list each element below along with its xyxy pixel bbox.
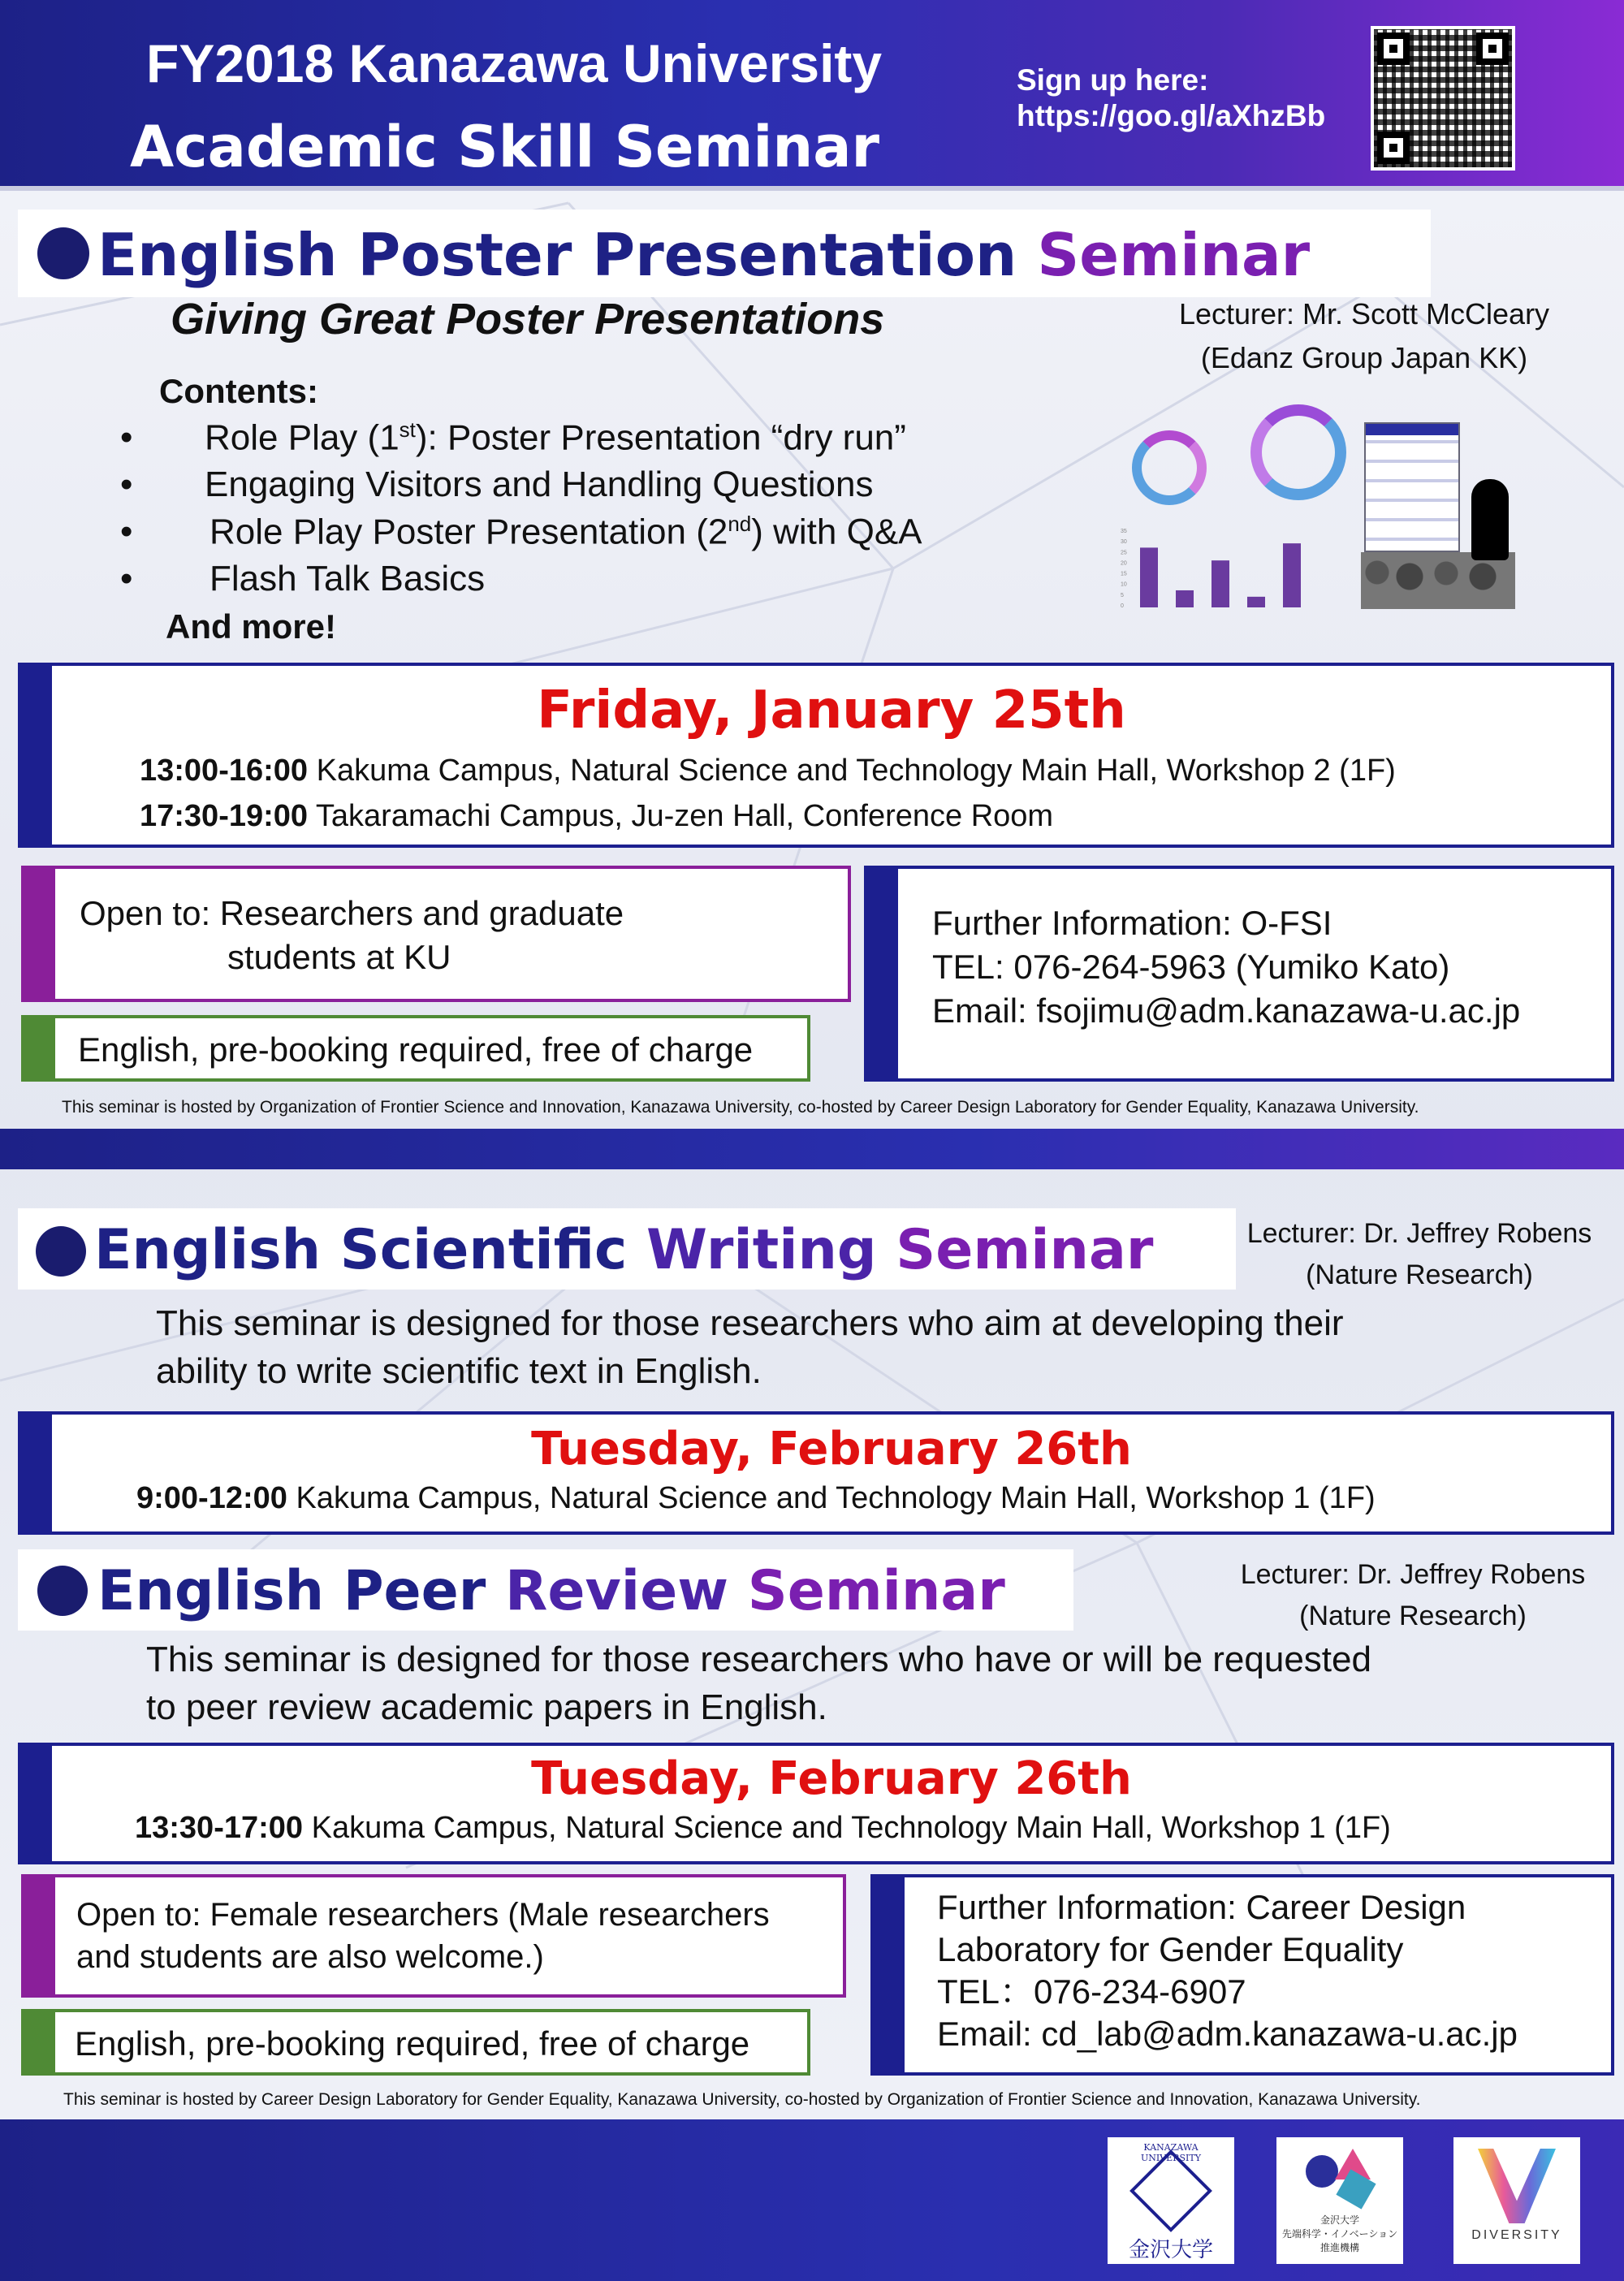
writing-date-box — [18, 1411, 1614, 1535]
contents-list — [120, 417, 1098, 606]
mini-chart-tick: 30 — [1121, 539, 1127, 546]
poster-date: Friday, January 25th — [537, 680, 1126, 741]
poster-session-1: 13:00-16:00 Kakuma Campus, Natural Science and Technology Main Hall, Workshop 2 (1F) — [140, 754, 1396, 788]
peer-info-line2: Laboratory for Gender Equality — [937, 1930, 1404, 1968]
list-bullet: • — [120, 559, 133, 598]
poster-date-box — [18, 663, 1614, 848]
and-more-label: And more! — [166, 607, 336, 646]
poster-info-line1: Further Information: O-FSI — [932, 904, 1332, 942]
donut-chart-icon — [1250, 404, 1346, 500]
peer-open-to-line1: Open to: Female researchers (Male researchers — [76, 1897, 770, 1933]
poster-terms-box — [21, 1015, 810, 1082]
peer-info-email[interactable]: Email: cd_lab@adm.kanazawa-u.ac.jp — [937, 2015, 1518, 2053]
peer-session: 13:30-17:00 Kakuma Campus, Natural Science and Technology Main Hall, Workshop 1 (1F) — [135, 1811, 1391, 1845]
peer-info-box — [870, 1874, 1614, 2076]
list-item: • Flash Talk Basics — [120, 559, 486, 598]
list-item: • Role Play Poster Presentation (2nd) with Q&A — [120, 512, 922, 552]
peer-lecturer — [1210, 1554, 1616, 1637]
poster-info-box — [864, 866, 1614, 1082]
signup-url[interactable]: https://goo.gl/aXhzBb — [1017, 99, 1326, 132]
writing-description — [156, 1299, 1344, 1395]
peer-open-to-line2: and students are also welcome.) — [76, 1939, 544, 1975]
mini-chart-tick: 15 — [1121, 571, 1127, 577]
writing-lecturer — [1218, 1213, 1621, 1296]
logo3-label: DIVERSITY — [1471, 2228, 1562, 2242]
mini-chart-bar — [1140, 547, 1158, 607]
section-divider — [0, 1129, 1624, 1169]
mini-chart-tick: 35 — [1121, 529, 1127, 534]
mini-chart-tick: 5 — [1121, 592, 1124, 598]
list-item: • Role Play (1st): Poster Presentation “dry run” — [120, 417, 906, 458]
presenter-silhouette-icon — [1471, 479, 1509, 560]
kanazawa-university-logo — [1108, 2137, 1234, 2264]
poster-info-email[interactable]: Email: fsojimu@adm.kanazawa-u.ac.jp — [932, 991, 1521, 1030]
poster-lecturer-affiliation: (Edanz Group Japan KK) — [1200, 341, 1528, 374]
peer-seminar-title-bar — [18, 1549, 1073, 1631]
donut-chart-icon — [1132, 430, 1207, 505]
ofsi-logo — [1276, 2137, 1403, 2264]
peer-host-note: This seminar is hosted by Career Design Laboratory for Gender Equality, Kanazawa University, co-hosted by Organization of Frontier Science and Innovation, Kanazawa University. — [63, 2090, 1421, 2109]
peer-description-line2: to peer review academic papers in English. — [146, 1687, 827, 1727]
peer-date: Tuesday, February 26th — [531, 1752, 1132, 1805]
mini-chart-tick: 20 — [1121, 560, 1127, 567]
diversity-logo — [1453, 2137, 1580, 2264]
qr-code-icon[interactable] — [1371, 26, 1515, 171]
poster-seminar-subtitle: Giving Great Poster Presentations — [171, 295, 885, 343]
peer-info-line1: Further Information: Career Design — [937, 1888, 1466, 1926]
mini-chart-bar — [1212, 560, 1229, 607]
poster-seminar-title: English Poster Presentation Seminar — [97, 221, 1311, 289]
mini-chart-tick: 25 — [1121, 550, 1127, 556]
poster-session-2: 17:30-19:00 Takaramachi Campus, Ju-zen Hall, Conference Room — [140, 799, 1054, 833]
poster-terms: English, pre-booking required, free of charge — [78, 1030, 754, 1069]
infographic-illustration — [1121, 398, 1608, 617]
list-bullet: • — [120, 464, 133, 504]
mini-chart-bar — [1176, 590, 1194, 607]
peer-description — [146, 1635, 1371, 1731]
bullet-dot-icon — [36, 1226, 86, 1277]
peer-description-line1: This seminar is designed for those researchers who have or will be requested — [146, 1639, 1371, 1679]
ofsi-circle-icon — [1306, 2155, 1338, 2188]
poster-open-to-line2: students at KU — [227, 938, 451, 976]
header-banner — [0, 0, 1624, 191]
poster-open-to-box — [21, 866, 851, 1002]
peer-lecturer-affiliation: (Nature Research) — [1299, 1601, 1527, 1631]
poster-host-note: This seminar is hosted by Organization of Frontier Science and Innovation, Kanazawa University, co-hosted by Career Design Laboratory for Gender Equality, Kanazawa University. — [62, 1098, 1419, 1117]
mini-chart-bar — [1247, 597, 1265, 607]
list-bullet: • — [120, 512, 133, 551]
writing-lecturer-affiliation: (Nature Research) — [1306, 1259, 1533, 1290]
writing-description-line1: This seminar is designed for those researchers who aim at developing their — [156, 1303, 1344, 1343]
poster-info-tel: TEL: 076-264-5963 (Yumiko Kato) — [932, 948, 1450, 986]
mini-chart-tick: 10 — [1121, 581, 1127, 588]
contents-label: Contents: — [159, 372, 318, 410]
logo1-kanji: 金沢大学 — [1128, 2238, 1213, 2262]
header-title-line2: Academic Skill Seminar — [130, 114, 880, 180]
writing-date: Tuesday, February 26th — [531, 1423, 1132, 1475]
mini-chart-tick: 0 — [1121, 603, 1124, 609]
peer-info-tel: TEL：076-234-6907 — [937, 1972, 1246, 2011]
logo2-text: 金沢大学 先端科学・イノベーション 推進機構 — [1281, 2214, 1398, 2253]
peer-seminar-title: English Peer Review Seminar — [97, 1559, 1005, 1623]
logo1-ring-text: KANAZAWA UNIVERSITY — [1141, 2142, 1201, 2163]
poster-thumbnail-icon — [1364, 422, 1460, 552]
bullet-dot-icon — [37, 227, 89, 279]
bullet-dot-icon — [37, 1566, 88, 1616]
header-title-line1: FY2018 Kanazawa University — [146, 33, 883, 93]
poster-seminar-title-bar — [18, 210, 1431, 297]
poster-open-to-line1: Open to: Researchers and graduate — [80, 894, 624, 932]
list-bullet: • — [120, 417, 133, 457]
writing-session: 9:00-12:00 Kakuma Campus, Natural Science and Technology Main Hall, Workshop 1 (1F) — [136, 1481, 1376, 1515]
diversity-v-icon — [1478, 2149, 1556, 2223]
peer-lecturer-name: Lecturer: Dr. Jeffrey Robens — [1240, 1559, 1586, 1590]
peer-terms-box — [21, 2009, 810, 2076]
peer-open-to-box — [21, 1874, 846, 1998]
poster-lecturer — [1121, 292, 1608, 380]
list-item: • Engaging Visitors and Handling Questions — [120, 464, 874, 504]
poster-lecturer-name: Lecturer: Mr. Scott McCleary — [1178, 297, 1550, 330]
signup-label: Sign up here: — [1017, 63, 1209, 97]
peer-terms: English, pre-booking required, free of charge — [75, 2024, 750, 2063]
writing-seminar-title-bar — [18, 1208, 1236, 1290]
writing-lecturer-name: Lecturer: Dr. Jeffrey Robens — [1246, 1218, 1592, 1249]
mini-bar-chart — [1121, 526, 1315, 617]
audience-silhouette-icon — [1361, 552, 1515, 609]
writing-description-line2: ability to write scientific text in English. — [156, 1351, 762, 1391]
mini-chart-bar — [1283, 543, 1301, 607]
peer-date-box — [18, 1743, 1614, 1864]
writing-seminar-title: English Scientific Writing Seminar — [94, 1218, 1154, 1282]
